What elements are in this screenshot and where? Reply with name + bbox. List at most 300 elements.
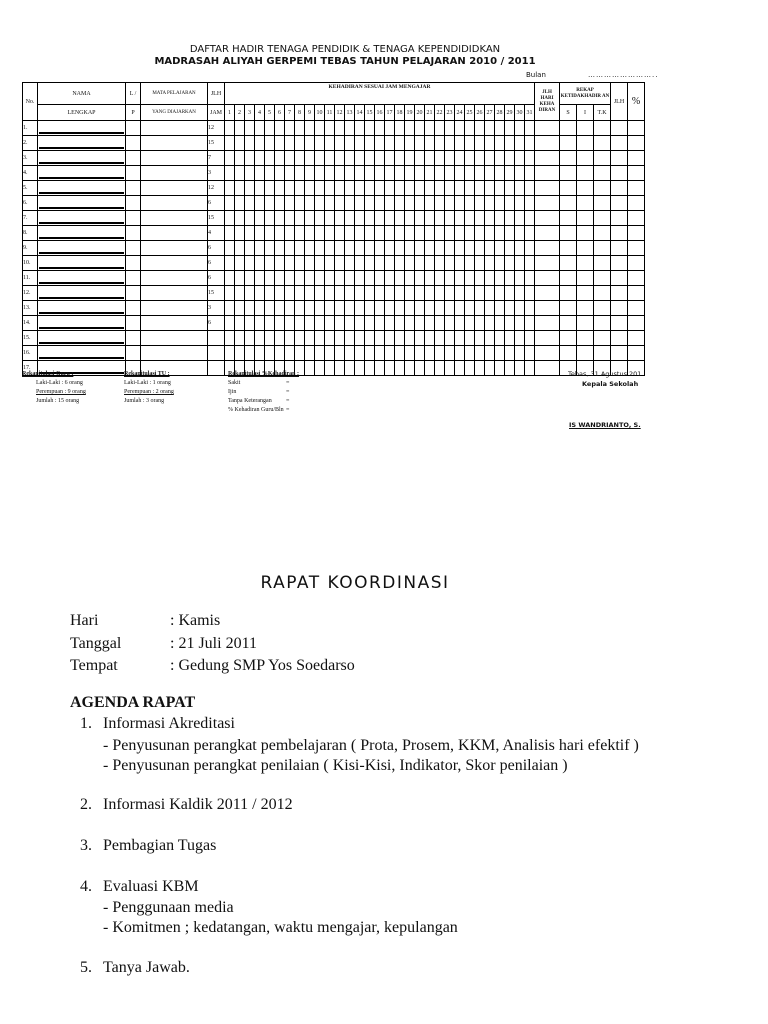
row-summary-cell <box>611 121 628 136</box>
row-day-cell <box>365 226 375 241</box>
row-summary-cell <box>535 211 560 226</box>
row-day-cell <box>285 301 295 316</box>
row-day-cell <box>385 181 395 196</box>
row-day-cell <box>365 286 375 301</box>
row-day-cell <box>395 226 405 241</box>
header-rekap: REKAP KETIDAKHADIR AN <box>560 83 611 105</box>
row-day-cell <box>245 331 255 346</box>
row-day-cell <box>335 346 345 361</box>
row-no: 8. <box>23 226 38 241</box>
row-day-cell <box>485 121 495 136</box>
row-day-cell <box>225 181 235 196</box>
row-day-cell <box>435 136 445 151</box>
row-summary-cell <box>628 136 645 151</box>
row-day-cell <box>285 166 295 181</box>
row-day-cell <box>495 181 505 196</box>
header-day-25: 25 <box>465 105 475 121</box>
row-day-cell <box>255 151 265 166</box>
row-day-cell <box>505 241 515 256</box>
row-summary-cell <box>611 316 628 331</box>
row-day-cell <box>285 256 295 271</box>
row-day-cell <box>285 151 295 166</box>
row-jam <box>208 331 225 346</box>
row-day-cell <box>335 256 345 271</box>
row-day-cell <box>235 151 245 166</box>
row-day-cell <box>365 151 375 166</box>
row-summary-cell <box>577 211 594 226</box>
row-summary-cell <box>611 181 628 196</box>
row-nama <box>38 241 126 256</box>
row-day-cell <box>235 286 245 301</box>
row-day-cell <box>415 286 425 301</box>
row-day-cell <box>345 151 355 166</box>
row-nama-field <box>39 137 124 149</box>
agenda-item-1-sub-2: - Penyusunan perangkat penilaian ( Kisi-Kisi, Indikator, Skor penilaian ) <box>103 757 568 774</box>
row-day-cell <box>375 316 385 331</box>
row-day-cell <box>455 331 465 346</box>
row-day-cell <box>375 151 385 166</box>
row-day-cell <box>435 166 445 181</box>
row-day-cell <box>385 241 395 256</box>
row-day-cell <box>315 331 325 346</box>
row-nama-field <box>39 287 124 299</box>
row-day-cell <box>305 346 315 361</box>
row-no: 6. <box>23 196 38 211</box>
row-summary-cell <box>560 166 577 181</box>
agenda-item-1: Informasi Akreditasi <box>103 715 235 732</box>
row-day-cell <box>345 241 355 256</box>
row-day-cell <box>365 271 375 286</box>
row-day-cell <box>245 211 255 226</box>
row-no: 2. <box>23 136 38 151</box>
row-day-cell <box>425 211 435 226</box>
row-day-cell <box>505 256 515 271</box>
row-day-cell <box>395 361 405 376</box>
row-day-cell <box>225 286 235 301</box>
row-summary-cell <box>594 241 611 256</box>
row-day-cell <box>295 331 305 346</box>
row-day-cell <box>385 166 395 181</box>
row-summary-cell <box>611 226 628 241</box>
row-day-cell <box>415 361 425 376</box>
row-day-cell <box>265 331 275 346</box>
header-day-29: 29 <box>505 105 515 121</box>
recap-tu-perempuan: Perempuan : 2 orang <box>124 389 174 395</box>
row-summary-cell <box>611 211 628 226</box>
row-day-cell <box>515 166 525 181</box>
row-summary-cell <box>577 136 594 151</box>
row-day-cell <box>505 361 515 376</box>
row-day-cell <box>255 211 265 226</box>
row-day-cell <box>455 151 465 166</box>
row-day-cell <box>415 181 425 196</box>
row-day-cell <box>285 286 295 301</box>
row-summary-cell <box>594 286 611 301</box>
row-day-cell <box>465 301 475 316</box>
row-nama <box>38 211 126 226</box>
row-day-cell <box>465 121 475 136</box>
row-jam: 6 <box>208 196 225 211</box>
row-day-cell <box>385 256 395 271</box>
row-day-cell <box>505 316 515 331</box>
agenda-item-4-sub-1: - Penggunaan media <box>103 899 234 916</box>
row-day-cell <box>295 136 305 151</box>
row-day-cell <box>265 271 275 286</box>
row-day-cell <box>355 226 365 241</box>
row-summary-cell <box>611 286 628 301</box>
row-day-cell <box>435 151 445 166</box>
row-summary-cell <box>535 136 560 151</box>
row-day-cell <box>515 211 525 226</box>
row-summary-cell <box>628 121 645 136</box>
row-day-cell <box>225 211 235 226</box>
row-day-cell <box>525 151 535 166</box>
row-day-cell <box>355 271 365 286</box>
row-day-cell <box>495 256 505 271</box>
row-day-cell <box>275 316 285 331</box>
row-summary-cell <box>628 346 645 361</box>
row-mapel <box>141 241 208 256</box>
row-day-cell <box>415 256 425 271</box>
row-summary-cell <box>535 346 560 361</box>
row-no: 14. <box>23 316 38 331</box>
row-day-cell <box>275 121 285 136</box>
signature-role: Kepala Sekolah <box>582 380 639 388</box>
row-day-cell <box>475 271 485 286</box>
row-day-cell <box>305 166 315 181</box>
row-day-cell <box>355 166 365 181</box>
row-nama <box>38 121 126 136</box>
row-day-cell <box>335 181 345 196</box>
row-mapel <box>141 256 208 271</box>
row-day-cell <box>305 151 315 166</box>
row-day-cell <box>275 196 285 211</box>
row-day-cell <box>395 271 405 286</box>
row-day-cell <box>465 316 475 331</box>
row-day-cell <box>375 286 385 301</box>
row-day-cell <box>305 196 315 211</box>
row-day-cell <box>415 316 425 331</box>
row-day-cell <box>225 271 235 286</box>
row-day-cell <box>505 136 515 151</box>
row-day-cell <box>405 286 415 301</box>
row-day-cell <box>315 271 325 286</box>
row-jam: 15 <box>208 286 225 301</box>
row-day-cell <box>485 181 495 196</box>
row-day-cell <box>255 181 265 196</box>
row-day-cell <box>515 196 525 211</box>
row-day-cell <box>415 196 425 211</box>
header-diajarkan: YANG DIAJARKAN <box>141 105 208 121</box>
row-day-cell <box>315 151 325 166</box>
row-day-cell <box>415 211 425 226</box>
row-day-cell <box>315 226 325 241</box>
row-summary-cell <box>611 136 628 151</box>
row-day-cell <box>345 331 355 346</box>
row-day-cell <box>525 301 535 316</box>
row-day-cell <box>275 286 285 301</box>
row-no: 3. <box>23 151 38 166</box>
row-day-cell <box>245 241 255 256</box>
row-summary-cell <box>577 121 594 136</box>
agenda-item-4-num: 4. <box>80 878 92 895</box>
row-jam <box>208 361 225 376</box>
agenda-item-3: Pembagian Tugas <box>103 837 217 854</box>
row-day-cell <box>365 211 375 226</box>
row-day-cell <box>425 241 435 256</box>
row-summary-cell <box>628 211 645 226</box>
row-lp <box>126 121 141 136</box>
row-day-cell <box>285 211 295 226</box>
row-nama-field <box>39 122 124 134</box>
row-day-cell <box>365 166 375 181</box>
row-day-cell <box>355 151 365 166</box>
row-lp <box>126 181 141 196</box>
row-day-cell <box>395 211 405 226</box>
row-mapel <box>141 121 208 136</box>
row-jam: 7 <box>208 151 225 166</box>
bulan-value: …………………….. <box>588 71 659 79</box>
row-day-cell <box>345 196 355 211</box>
row-day-cell <box>395 346 405 361</box>
row-day-cell <box>495 166 505 181</box>
row-day-cell <box>335 271 345 286</box>
row-day-cell <box>365 256 375 271</box>
row-day-cell <box>295 226 305 241</box>
row-day-cell <box>275 151 285 166</box>
row-summary-cell <box>594 196 611 211</box>
row-summary-cell <box>611 151 628 166</box>
row-day-cell <box>285 226 295 241</box>
row-day-cell <box>325 331 335 346</box>
row-day-cell <box>315 166 325 181</box>
row-nama-field <box>39 302 124 314</box>
row-summary-cell <box>535 196 560 211</box>
row-jam: 6 <box>208 256 225 271</box>
row-summary-cell <box>577 256 594 271</box>
row-day-cell <box>295 286 305 301</box>
row-summary-cell <box>535 271 560 286</box>
row-summary-cell <box>535 316 560 331</box>
row-day-cell <box>485 316 495 331</box>
row-day-cell <box>305 316 315 331</box>
row-day-cell <box>515 256 525 271</box>
header-day-4: 4 <box>255 105 265 121</box>
row-day-cell <box>455 121 465 136</box>
header-day-28: 28 <box>495 105 505 121</box>
row-nama-field <box>39 272 124 284</box>
row-day-cell <box>485 136 495 151</box>
row-day-cell <box>405 136 415 151</box>
row-day-cell <box>505 211 515 226</box>
row-jam: 6 <box>208 316 225 331</box>
row-summary-cell <box>594 121 611 136</box>
row-day-cell <box>505 271 515 286</box>
row-day-cell <box>515 241 525 256</box>
row-nama-field <box>39 152 124 164</box>
recap-tu-laki: Laki-Laki : 1 orang <box>124 380 171 386</box>
row-day-cell <box>375 121 385 136</box>
row-day-cell <box>225 121 235 136</box>
header-jlh-jam: JLH <box>208 83 225 105</box>
row-day-cell <box>425 226 435 241</box>
recap-guru-jumlah: Jumlah : 15 orang <box>36 398 80 404</box>
row-day-cell <box>235 166 245 181</box>
row-day-cell <box>485 151 495 166</box>
row-day-cell <box>255 346 265 361</box>
row-day-cell <box>525 256 535 271</box>
row-day-cell <box>475 166 485 181</box>
row-day-cell <box>365 316 375 331</box>
row-day-cell <box>235 256 245 271</box>
row-day-cell <box>395 136 405 151</box>
row-day-cell <box>455 196 465 211</box>
row-jam: 15 <box>208 136 225 151</box>
row-day-cell <box>245 346 255 361</box>
header-day-7: 7 <box>285 105 295 121</box>
header-day-30: 30 <box>515 105 525 121</box>
row-summary-cell <box>535 226 560 241</box>
row-day-cell <box>455 256 465 271</box>
row-day-cell <box>325 151 335 166</box>
row-day-cell <box>525 196 535 211</box>
row-day-cell <box>395 301 405 316</box>
header-lp: L / <box>126 83 141 105</box>
row-day-cell <box>445 286 455 301</box>
table-row <box>23 271 645 286</box>
row-day-cell <box>375 181 385 196</box>
row-summary-cell <box>594 151 611 166</box>
row-day-cell <box>515 286 525 301</box>
row-day-cell <box>525 286 535 301</box>
row-day-cell <box>475 346 485 361</box>
row-day-cell <box>355 286 365 301</box>
row-nama <box>38 151 126 166</box>
row-day-cell <box>375 226 385 241</box>
row-summary-cell <box>560 151 577 166</box>
recap-guru-title: Rekapitulasi Guru : <box>22 371 74 377</box>
row-lp <box>126 286 141 301</box>
row-summary-cell <box>560 331 577 346</box>
row-day-cell <box>325 241 335 256</box>
tempat-value: : Gedung SMP Yos Soedarso <box>170 657 355 674</box>
row-day-cell <box>505 121 515 136</box>
row-day-cell <box>225 241 235 256</box>
row-day-cell <box>325 166 335 181</box>
row-day-cell <box>245 286 255 301</box>
row-day-cell <box>295 211 305 226</box>
row-day-cell <box>525 211 535 226</box>
recap-tu <box>124 370 174 406</box>
row-day-cell <box>305 211 315 226</box>
row-day-cell <box>415 241 425 256</box>
row-day-cell <box>465 136 475 151</box>
row-jam: 15 <box>208 211 225 226</box>
row-day-cell <box>375 301 385 316</box>
row-day-cell <box>355 211 365 226</box>
row-lp <box>126 256 141 271</box>
row-day-cell <box>345 136 355 151</box>
row-day-cell <box>435 211 445 226</box>
row-day-cell <box>235 136 245 151</box>
row-day-cell <box>445 226 455 241</box>
row-day-cell <box>525 316 535 331</box>
row-day-cell <box>255 121 265 136</box>
row-day-cell <box>315 211 325 226</box>
row-day-cell <box>445 151 455 166</box>
agenda-item-3-num: 3. <box>80 837 92 854</box>
row-day-cell <box>375 136 385 151</box>
row-summary-cell <box>560 346 577 361</box>
row-day-cell <box>425 121 435 136</box>
row-day-cell <box>235 196 245 211</box>
row-day-cell <box>415 271 425 286</box>
row-day-cell <box>435 226 445 241</box>
row-day-cell <box>405 331 415 346</box>
row-day-cell <box>345 211 355 226</box>
row-day-cell <box>435 301 445 316</box>
row-day-cell <box>355 196 365 211</box>
row-day-cell <box>515 331 525 346</box>
header-day-26: 26 <box>475 105 485 121</box>
row-day-cell <box>405 166 415 181</box>
row-day-cell <box>515 361 525 376</box>
row-day-cell <box>315 181 325 196</box>
header-day-23: 23 <box>445 105 455 121</box>
row-day-cell <box>285 136 295 151</box>
row-day-cell <box>295 256 305 271</box>
row-day-cell <box>275 136 285 151</box>
row-day-cell <box>465 181 475 196</box>
row-summary-cell <box>594 136 611 151</box>
row-summary-cell <box>577 286 594 301</box>
row-day-cell <box>505 301 515 316</box>
header-day-1: 1 <box>225 105 235 121</box>
row-summary-cell <box>628 196 645 211</box>
agenda-title: AGENDA RAPAT <box>70 694 196 711</box>
row-day-cell <box>415 151 425 166</box>
row-jam: 6 <box>208 271 225 286</box>
row-day-cell <box>385 196 395 211</box>
row-day-cell <box>405 316 415 331</box>
row-day-cell <box>295 346 305 361</box>
tempat-label: Tempat <box>70 657 118 674</box>
row-day-cell <box>265 316 275 331</box>
row-lp <box>126 346 141 361</box>
row-day-cell <box>425 166 435 181</box>
row-day-cell <box>245 271 255 286</box>
row-day-cell <box>505 166 515 181</box>
row-summary-cell <box>628 151 645 166</box>
row-day-cell <box>465 241 475 256</box>
row-day-cell <box>515 136 525 151</box>
row-day-cell <box>235 241 245 256</box>
row-day-cell <box>335 151 345 166</box>
row-summary-cell <box>560 286 577 301</box>
row-lp <box>126 136 141 151</box>
row-mapel <box>141 181 208 196</box>
row-day-cell <box>425 286 435 301</box>
row-day-cell <box>515 346 525 361</box>
row-day-cell <box>465 271 475 286</box>
row-day-cell <box>525 181 535 196</box>
row-summary-cell <box>560 226 577 241</box>
row-nama-field <box>39 332 124 344</box>
row-day-cell <box>495 121 505 136</box>
row-day-cell <box>515 151 525 166</box>
table-row <box>23 121 645 136</box>
header-day-5: 5 <box>265 105 275 121</box>
